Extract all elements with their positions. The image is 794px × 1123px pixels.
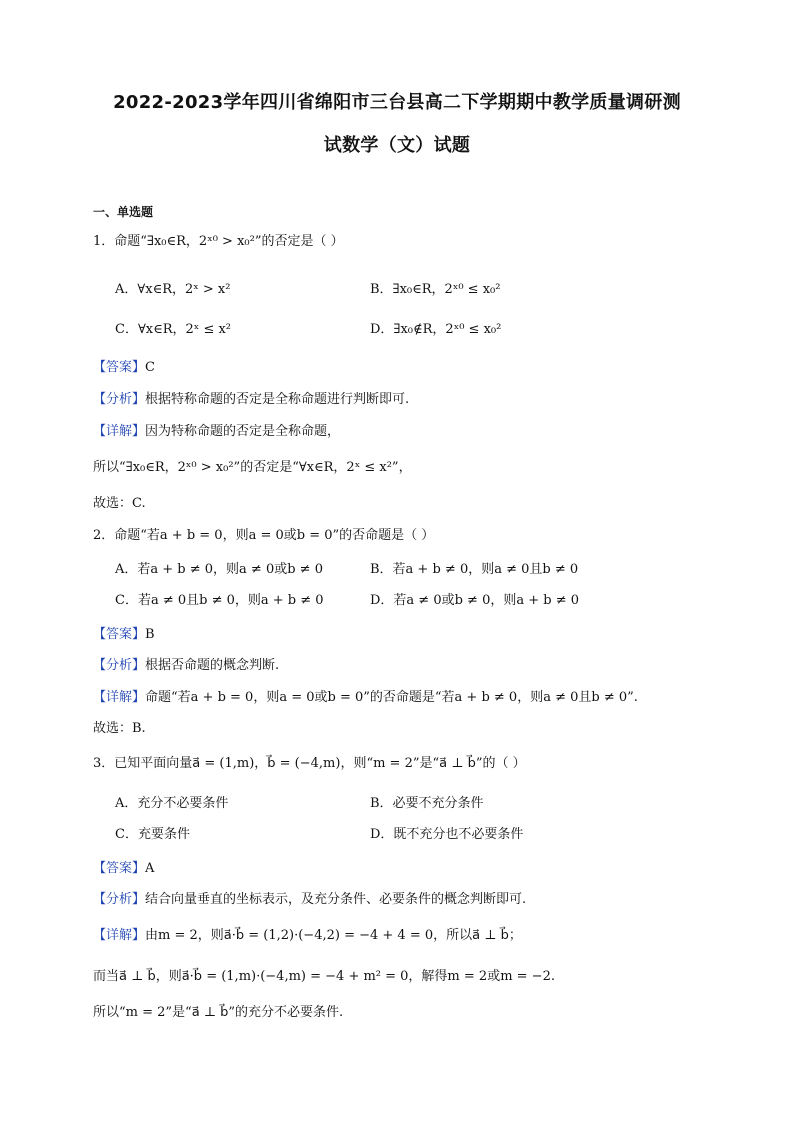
question-3-option-b: B．必要不充分条件 bbox=[370, 796, 484, 811]
answer-tag: 【答案】 bbox=[93, 861, 146, 876]
answer-value: A bbox=[145, 861, 155, 876]
question-2-option-d: D．若a ≠ 0或b ≠ 0，则a + b ≠ 0 bbox=[370, 593, 580, 608]
question-2-stem: 2．命题“若a + b = 0，则a = 0或b = 0”的否命题是（ ） bbox=[93, 528, 435, 543]
question-1-option-c: C．∀x∈R，2ˣ ≤ x² bbox=[115, 322, 232, 337]
document-title-line2: 试数学（文）试题 bbox=[323, 135, 471, 156]
question-1-stem: 1．命题“∃x₀∈R，2ˣ⁰ > x₀²”的否定是（ ） bbox=[93, 234, 344, 249]
analysis-text: 根据否命题的概念判断. bbox=[145, 658, 280, 673]
question-1-option-a: A．∀x∈R，2ˣ > x² bbox=[115, 282, 231, 297]
question-2-option-a: A．若a + b ≠ 0，则a ≠ 0或b ≠ 0 bbox=[115, 562, 323, 577]
question-2-answer bbox=[93, 626, 155, 644]
question-3-option-d: D．既不充分也不必要条件 bbox=[370, 827, 524, 842]
answer-tag: 【答案】 bbox=[93, 360, 146, 375]
question-3-detail-line3: 所以“m = 2”是“a⃗ ⊥ b⃗”的充分不必要条件. bbox=[93, 1005, 344, 1020]
detail-tag: 【详解】 bbox=[93, 690, 146, 705]
answer-tag: 【答案】 bbox=[93, 627, 146, 642]
detail-text: 由m = 2，则a⃗·b⃗ = (1,2)·(−4,2) = −4 + 4 = 0，所以a⃗ ⊥ b⃗； bbox=[145, 928, 522, 943]
analysis-text: 根据特称命题的否定是全称命题进行判断即可. bbox=[145, 392, 410, 407]
question-1-detail-line2: 所以“∃x₀∈R，2ˣ⁰ > x₀²”的否定是“∀x∈R，2ˣ ≤ x²”， bbox=[93, 460, 412, 475]
question-1-answer bbox=[93, 359, 155, 377]
question-1-option-d: D．∃x₀∉R，2ˣ⁰ ≤ x₀² bbox=[370, 322, 502, 337]
detail-tag: 【详解】 bbox=[93, 424, 146, 439]
detail-text: 命题“若a + b = 0，则a = 0或b = 0”的否命题是“若a + b ≠ 0，则a ≠ 0且b ≠ 0”. bbox=[145, 690, 638, 705]
detail-tag: 【详解】 bbox=[93, 928, 146, 943]
analysis-tag: 【分析】 bbox=[93, 892, 146, 907]
question-3-option-a: A．充分不必要条件 bbox=[115, 796, 229, 811]
document-title-line1: 2022-2023学年四川省绵阳市三台县高二下学期期中教学质量调研测 bbox=[113, 92, 681, 113]
question-1-detail bbox=[93, 423, 340, 441]
question-1-conclusion: 故选：C. bbox=[93, 496, 146, 511]
question-2-conclusion: 故选：B. bbox=[93, 721, 146, 736]
detail-text: 因为特称命题的否定是全称命题， bbox=[145, 424, 341, 439]
question-1-analysis bbox=[93, 391, 409, 409]
answer-value: C bbox=[145, 360, 155, 375]
question-3-analysis bbox=[93, 891, 526, 909]
question-3-detail-line2: 而当a⃗ ⊥ b⃗，则a⃗·b⃗ = (1,m)·(−4,m) = −4 + m² = 0，解得m = 2或m = −2. bbox=[93, 969, 555, 984]
analysis-tag: 【分析】 bbox=[93, 392, 146, 407]
question-3-detail bbox=[93, 927, 522, 945]
question-3-stem: 3．已知平面向量a⃗ = (1,m)，b⃗ = (−4,m)，则“m = 2”是“a⃗ ⊥ b⃗”的（ ） bbox=[93, 756, 526, 771]
question-2-detail bbox=[93, 689, 638, 707]
question-3-answer bbox=[93, 860, 154, 878]
analysis-text: 结合向量垂直的坐标表示，及充分条件、必要条件的概念判断即可. bbox=[145, 892, 527, 907]
question-2-option-c: C．若a ≠ 0且b ≠ 0，则a + b ≠ 0 bbox=[115, 593, 324, 608]
question-2-analysis bbox=[93, 657, 279, 675]
analysis-tag: 【分析】 bbox=[93, 658, 146, 673]
answer-value: B bbox=[145, 627, 155, 642]
section-heading: 一、单选题 bbox=[93, 205, 154, 219]
question-1-option-b: B．∃x₀∈R，2ˣ⁰ ≤ x₀² bbox=[370, 282, 501, 297]
question-2-option-b: B．若a + b ≠ 0，则a ≠ 0且b ≠ 0 bbox=[370, 562, 579, 577]
question-3-option-c: C．充要条件 bbox=[115, 827, 190, 842]
